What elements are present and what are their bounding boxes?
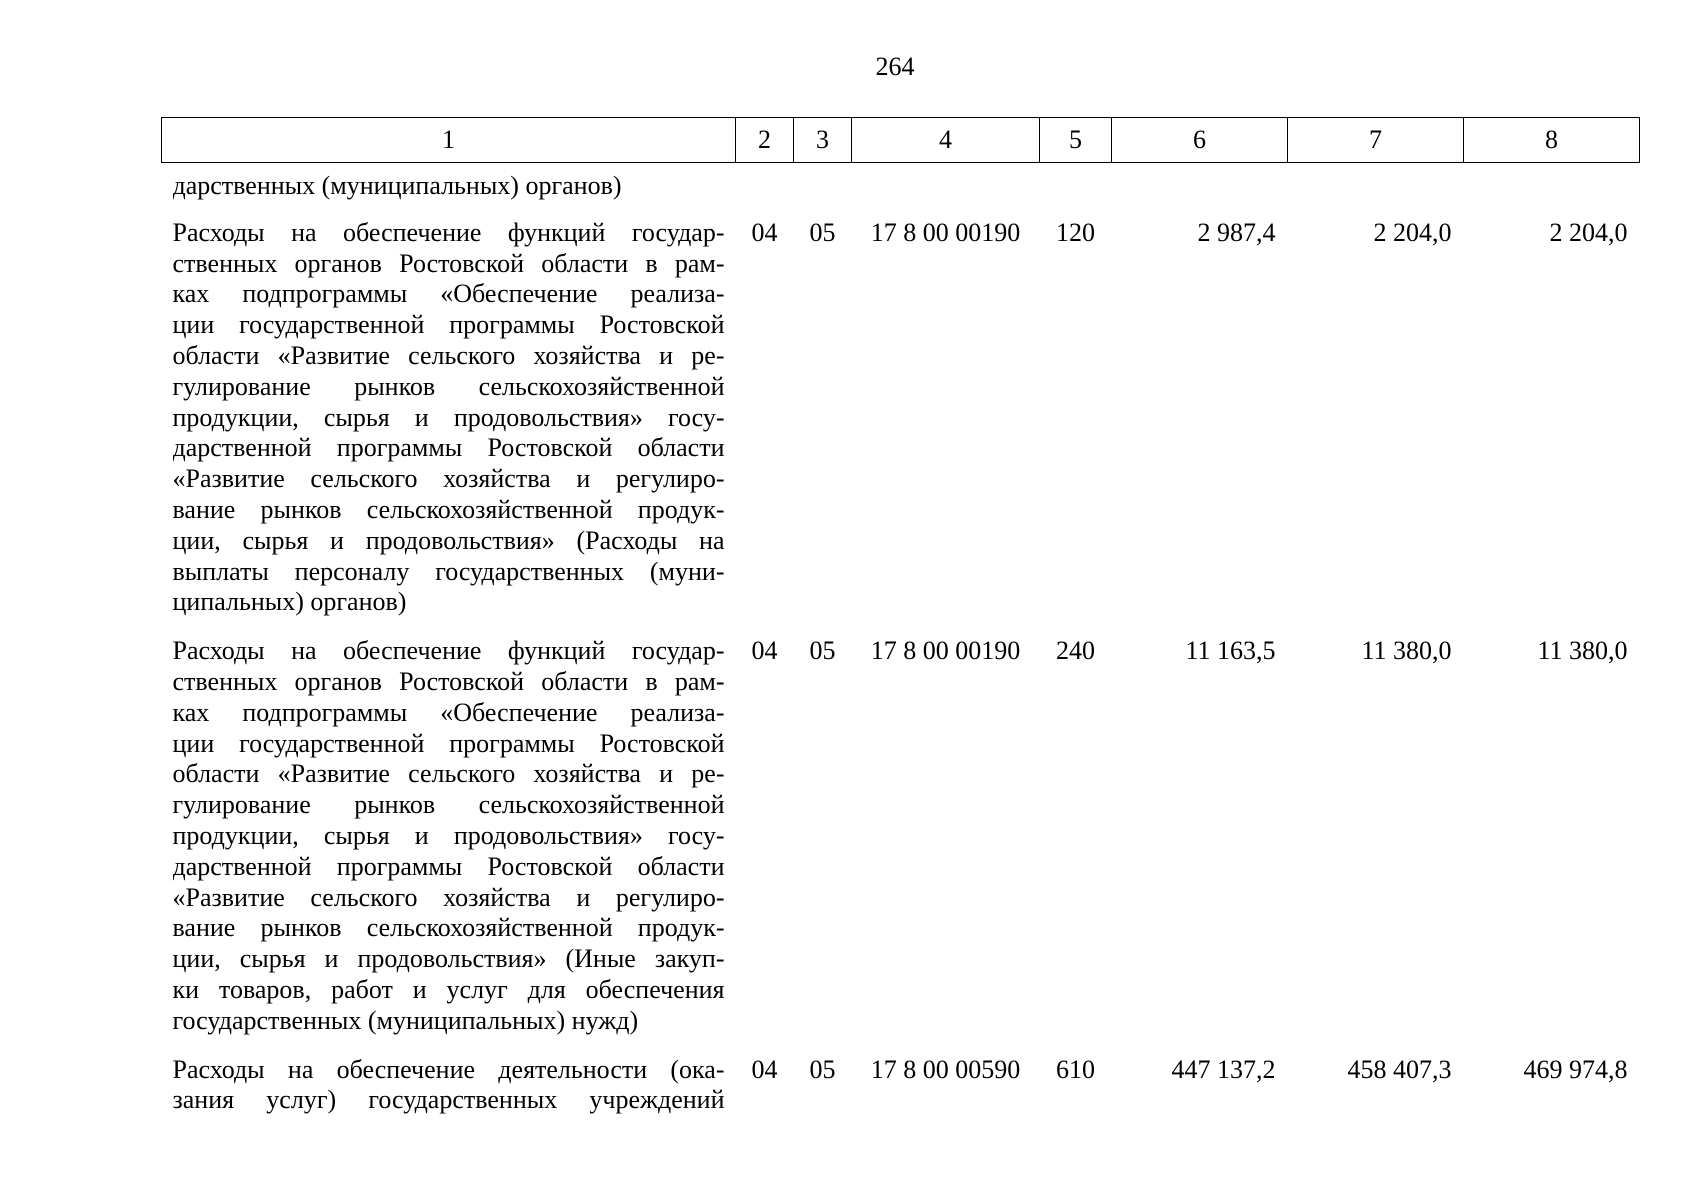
description-line: ции, сырья и продовольствия» (Иные закуп- [172,944,725,974]
description-line: Расходы на обеспечение деятельности (ока- [172,1054,725,1084]
page-number: 264 [875,52,915,81]
description-line: зания услуг) государственных учреждений [172,1085,725,1115]
continuation-row [162,163,1640,212]
amount-col8: 2 204,0 [1549,217,1628,247]
section-code: 04 [751,636,778,666]
description-line: ках подпрограммы «Обеспечение реализа- [172,279,725,309]
description-line: ции государственной программы Ростовской [172,728,725,758]
column-header: 7 [1288,118,1464,163]
budget-table [161,117,1640,1116]
description-line: продукции, сырья и продовольствия» госу- [172,820,725,850]
row-description [162,630,736,1048]
description-line: вание рынков сельскохозяйственной продук- [172,494,725,524]
description-line: ции государственной программы Ростовской [172,310,725,340]
amount-col6: 2 987,4 [1197,217,1276,247]
amount-col8: 469 974,8 [1523,1054,1628,1084]
description-line: ственных органов Ростовской области в рам- [172,666,725,696]
amount-col8: 11 380,0 [1537,636,1628,666]
description-line: Расходы на обеспечение функций государ- [172,217,725,247]
description-line: «Развитие сельского хозяйства и регулиро- [172,464,725,494]
table-row [162,212,1640,630]
table-row [162,630,1640,1048]
description-line: дарственной программы Ростовской области [172,851,725,881]
amount-col6: 447 137,2 [1171,1054,1276,1084]
subsection-code: 05 [809,1054,836,1084]
description-line: выплаты персоналу государственных (муни- [172,556,725,586]
section-code: 04 [751,1054,778,1084]
column-header: 3 [794,118,852,163]
description-line: вание рынков сельскохозяйственной продук- [172,913,725,943]
description-line: гулирование рынков сельскохозяйственной [172,371,725,401]
description-line: государственных (муниципальных) нужд) [172,1005,639,1035]
description-line: продукции, сырья и продовольствия» госу- [172,402,725,432]
target-article-code: 17 8 00 00190 [870,217,1021,247]
description-line: ципальных) органов) [172,587,407,617]
description-line: «Развитие сельского хозяйства и регулиро- [172,882,725,912]
subsection-code: 05 [809,217,836,247]
description-line: гулирование рынков сельскохозяйственной [172,790,725,820]
description-line: ки товаров, работ и услуг для обеспечения [172,974,725,1004]
continuation-text [162,163,736,212]
column-header: 8 [1464,118,1640,163]
description-line: ции, сырья и продовольствия» (Расходы на [172,525,725,555]
column-header: 2 [736,118,794,163]
description-line: ственных органов Ростовской области в рам- [172,248,725,278]
column-header: 1 [162,118,736,163]
row-description [162,212,736,630]
description-line: области «Развитие сельского хозяйства и ре- [172,759,725,789]
table-header-row [162,118,1640,163]
expense-type-code: 610 [1056,1054,1095,1084]
amount-col7: 458 407,3 [1347,1054,1452,1084]
table-row [162,1049,1640,1117]
target-article-code: 17 8 00 00590 [870,1054,1021,1084]
description-line: дарственной программы Ростовской области [172,433,725,463]
section-code: 04 [751,217,778,247]
expense-type-code: 240 [1056,636,1095,666]
amount-col7: 2 204,0 [1373,217,1452,247]
subsection-code: 05 [809,636,836,666]
amount-col6: 11 163,5 [1185,636,1276,666]
description-line: дарственных (муниципальных) органов) [172,171,622,200]
target-article-code: 17 8 00 00190 [870,636,1021,666]
amount-col7: 11 380,0 [1361,636,1452,666]
description-line: области «Развитие сельского хозяйства и ре- [172,340,725,370]
description-line: ках подпрограммы «Обеспечение реализа- [172,697,725,727]
column-header: 4 [852,118,1040,163]
expense-type-code: 120 [1056,217,1095,247]
column-header: 6 [1112,118,1288,163]
row-description [162,1049,736,1117]
column-header: 5 [1040,118,1112,163]
description-line: Расходы на обеспечение функций государ- [172,636,725,666]
